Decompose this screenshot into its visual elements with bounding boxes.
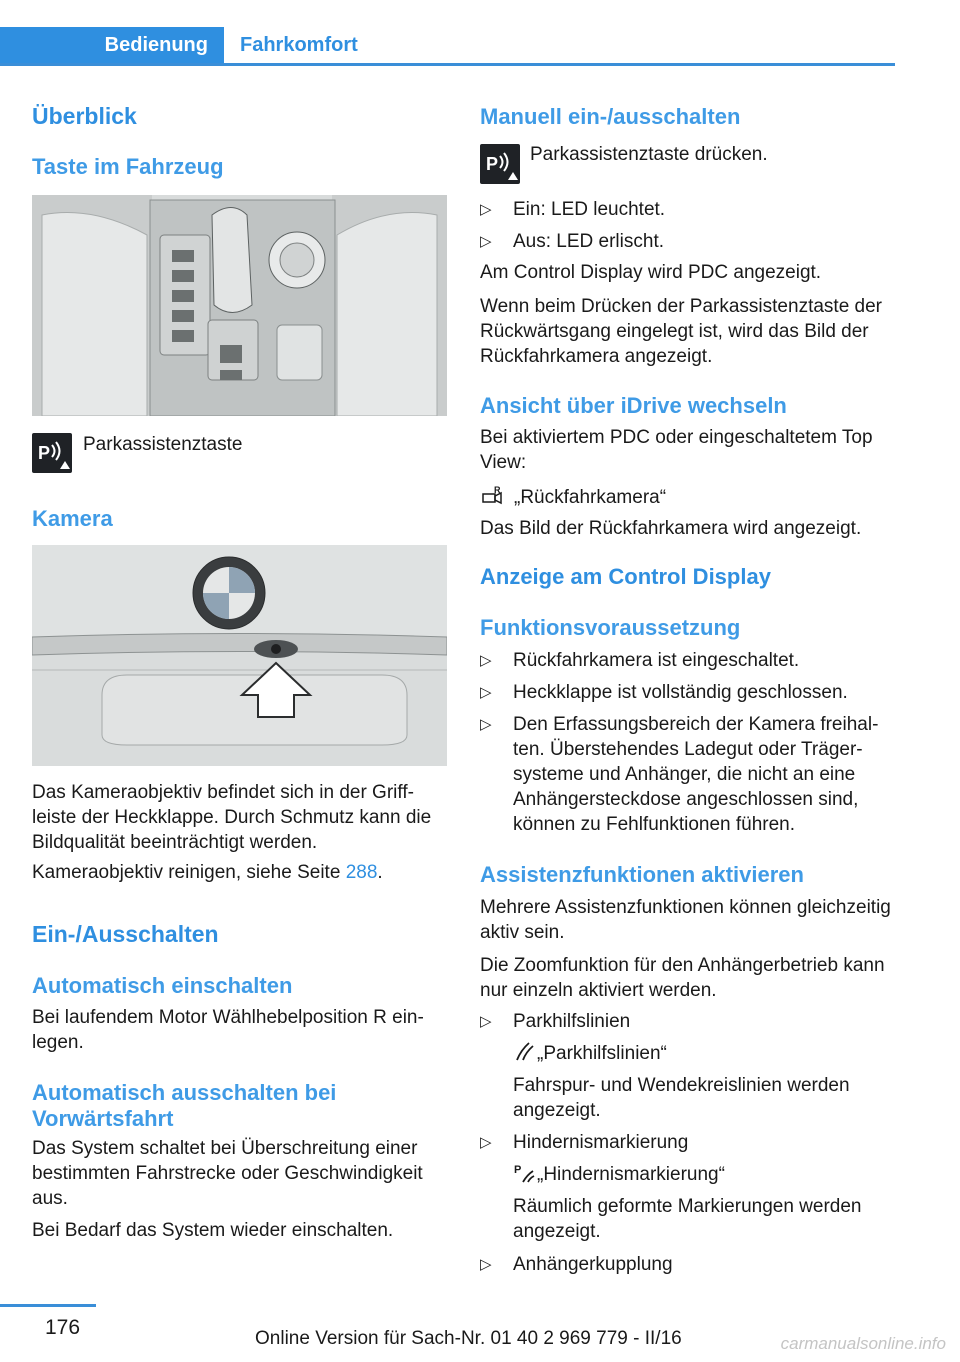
tab-bedienung[interactable]: Bedienung [0,27,224,63]
bullet-triangle-icon: ▷ [480,652,492,669]
heading-manuell: Manuell ein-/ausschalten [480,104,741,129]
bullet-triangle-icon: ▷ [480,684,492,701]
heading-ein-ausschalten: Ein-/Ausschalten [32,921,219,947]
heading-ansicht-idrive: Ansicht über iDrive wechseln [480,393,787,418]
reinigen-text: Kameraobjektiv reinigen, siehe Seite [32,862,346,883]
footer-accent-line [0,1304,96,1307]
bullet-triangle-icon: ▷ [480,233,492,250]
camera-illustration [32,545,447,766]
bullet-text: Anhängerkupplung [513,1254,673,1275]
bullet-triangle-icon: ▷ [480,1134,492,1151]
watermark: carmanualsonline.info [780,1334,946,1353]
console-illustration [32,195,447,416]
auto-ein-text: Bei laufendem Motor Wählhebelposition R einlegen. [32,1007,424,1053]
page-link-288[interactable]: 288 [345,862,378,883]
hindernismarkierung-menu: „Hindernismarkierung“ [537,1164,725,1185]
heading-anzeige-control-display: Anzeige am Control Display [480,564,771,589]
parkhilfslinien-menu: „Parkhilfslinien“ [537,1043,667,1064]
heading-kamera: Kamera [32,506,113,531]
heading-ueberblick: Überblick [32,103,137,129]
icon-caption: Parkassistenztaste [83,434,243,455]
heading-automatisch-ausschalten: Automatisch ausschalten bei Vorwärtsfahrt [32,1080,337,1131]
parkhilfslinien-text: Fahrspur- und Wendekreislinien werden angezeigt. [513,1075,850,1121]
park-assist-button-icon [32,433,72,473]
bullet-triangle-icon: ▷ [480,716,492,733]
bullet-text: Rückfahrkamera ist eingeschaltet. [513,650,800,671]
rear-camera-icon [480,485,506,512]
page-number: 176 [45,1316,81,1339]
svg-text:P: P [38,443,51,463]
camera-photo [32,545,447,766]
bullet-text: Parkhilfslinien [513,1011,631,1032]
parking-lines-icon [513,1040,535,1067]
console-photo [32,195,447,416]
kamera-description: Das Kameraobjektiv befindet sich in der Griffleiste der Heckklappe. Durch Schmutz kann die Bildqualität beeinträchtigt werden. [32,782,432,853]
pdc-text: Am Control Display wird PDC angezeigt. [480,262,822,283]
reinigen-end: . [377,862,383,883]
svg-text:R: R [494,485,501,495]
park-assist-button-icon-2 [480,144,520,184]
bedarf-text: Bei Bedarf das System wieder einschalten. [32,1220,394,1241]
svg-text:P: P [486,154,499,174]
kamera-reinigen-text [32,860,447,885]
heading-automatisch-einschalten: Automatisch einschalten [32,973,293,998]
ansicht-text: Bei aktiviertem PDC oder eingeschaltetem Top View: [480,427,873,473]
bullet-triangle-icon: ▷ [480,1013,492,1030]
auto-aus-text: Das System schaltet bei Überschreitung einer bestimmten Fahrstrecke oder Geschwindigkeit aus. [32,1138,423,1209]
heading-funktionsvoraussetzung: Funktionsvoraussetzung [480,615,741,640]
obstacle-marker-icon [513,1161,535,1188]
rueckfahrkamera-menu: „Rückfahrkamera“ [514,487,667,508]
bild-text: Das Bild der Rückfahrkamera wird angezeigt. [480,518,862,539]
bullet-triangle-icon: ▷ [480,1256,492,1273]
bullet-text: Heckklappe ist vollständig geschlossen. [513,682,848,703]
hindernismarkierung-text: Räumlich geformte Markierungen werden angezeigt. [513,1196,862,1242]
online-version-text: Online Version für Sach-Nr. 01 40 2 969 779 - II/16 [255,1328,682,1349]
bullet-triangle-icon: ▷ [480,201,492,218]
bullet-text: Den Erfassungsbereich der Kamera freihalten. Überstehendes Ladegut oder Trägersysteme und Anhänger, die nicht an eine Anhängersteckdose angeschlossen sind, können zu Fehlfunktionen führen. [513,714,879,835]
svg-text:P: P [514,1164,522,1176]
bullet-text: Aus: LED erlischt. [513,231,664,252]
rueckwaerts-text: Wenn beim Drücken der Parkassistenztaste der Rückwärtsgang eingelegt ist, wird das Bild der Rückfahrkamera angezeigt. [480,296,882,367]
assist-text: Mehrere Assistenzfunktionen können gleichzeitig aktiv sein. [480,897,891,943]
manuell-icon-text: Parkassistenztaste drücken. [530,144,768,165]
bullet-text: Hindernismarkierung [513,1132,689,1153]
zoom-text: Die Zoomfunktion für den Anhängerbetrieb kann nur einzeln aktiviert werden. [480,955,885,1001]
heading-assistenzfunktionen: Assistenzfunktionen aktivieren [480,862,804,887]
tab-fahrkomfort[interactable]: Fahrkomfort [240,34,358,56]
header-tabbar [0,27,895,66]
heading-taste-im-fahrzeug: Taste im Fahrzeug [32,154,224,179]
bullet-text: Ein: LED leuchtet. [513,199,666,220]
